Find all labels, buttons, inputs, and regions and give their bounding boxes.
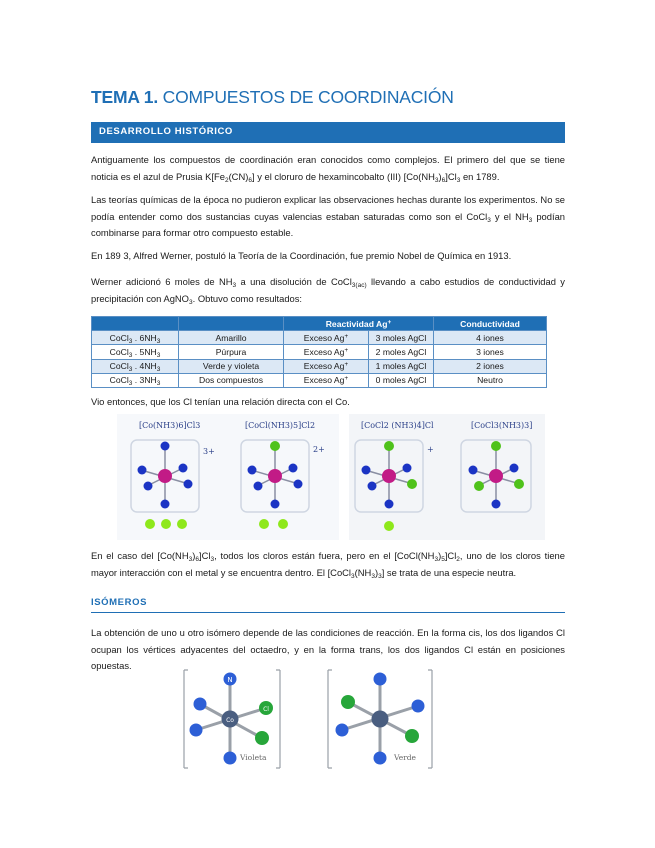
- cell-conductividad: 3 iones: [434, 345, 547, 359]
- section-heading-isomeros: ISÓMEROS: [91, 597, 148, 608]
- figure-label-3: [CoCl2 (NH3)4]Cl: [361, 421, 434, 430]
- cell-exceso: Exceso Ag+: [284, 373, 369, 387]
- figure-panel-right: [349, 414, 545, 540]
- chloride-ion: [278, 519, 288, 529]
- table-row: [92, 359, 547, 373]
- atom-label-co: Co: [226, 717, 234, 724]
- coordination-compounds-figure: [117, 414, 545, 542]
- cell-moles: 0 moles AgCl: [369, 373, 434, 387]
- chloride-ion: [259, 519, 269, 529]
- cell-conductividad: 4 iones: [434, 331, 547, 345]
- chloride-ion: [177, 519, 187, 529]
- paragraph-conclusion: Vio entonces, que los Cl tenían una relación directa con el Co.: [91, 396, 350, 407]
- table-header-row: [92, 317, 547, 331]
- figure-label-2: [CoCl(NH3)5]Cl2: [245, 421, 316, 430]
- section-header-bar: [91, 122, 565, 143]
- isomer-label-violeta: Violeta: [240, 753, 267, 762]
- table-row: [92, 331, 547, 345]
- cell-exceso: Exceso Ag+: [284, 345, 369, 359]
- table-row: [92, 373, 547, 387]
- cell-compuesto: CoCl$_3$ . $5NH_3$: [92, 345, 179, 359]
- paragraph-experiment: Werner adicionó 6 moles de $NH_3$ a una disolución de CoCl$_{3(ac)}$ llevando a cabo estudios de conductividad y precipitación con AgNO$_3$. Obtuvo como resultados:: [91, 276, 565, 306]
- isomers-figure: [180, 666, 440, 774]
- isomer-trans-verde: [328, 670, 432, 768]
- chloride-ion: [384, 521, 394, 531]
- table-row: [92, 345, 547, 359]
- table-header-reactividad: Reactividad Ag+: [284, 317, 434, 331]
- paragraph-theories: Las teorías químicas de la época no pudieron explicar las observaciones hechas durante los experimentos. No se podía entender como dos sustancias cuyas valencias estaban saturadas como son el CoCl$_3$ y el $NH_3$ podían combinarse para formar otro compuesto estable.: [91, 194, 566, 238]
- isomer-label-verde: Verde: [394, 753, 416, 762]
- chloride-ion: [161, 519, 171, 529]
- page-title: TEMA 1. COMPUESTOS DE COORDINACIÓN: [91, 87, 454, 107]
- cell-color: Púrpura: [179, 345, 284, 359]
- figure-charge-3: +: [427, 445, 434, 454]
- paragraph-isomers: La obtención de uno u otro isómero depende de las condiciones de reacción. En la forma cis, los dos ligandos Cl ocupan los vértices adyacentes del octaedro, y en la forma trans, los dos ligandos Cl están en posiciones opuestas.: [91, 627, 565, 671]
- cell-moles: 1 moles AgCl: [369, 359, 434, 373]
- table-header-empty: [92, 317, 179, 331]
- table-header-empty: [179, 317, 284, 331]
- paragraph-intro: Antiguamente los compuestos de coordinación eran conocidos como complejos. El primero del que se tiene noticia es el azul de Prusia $K[Fe_2(CN)_6]$ y el cloruro de hexamincobalto (III) $[Co(NH_3)_6]Cl_3$ en 1789.: [91, 154, 565, 184]
- cell-conductividad: 2 iones: [434, 359, 547, 373]
- cell-moles: 3 moles AgCl: [369, 331, 434, 345]
- cell-color: Verde y violeta: [179, 359, 284, 373]
- paragraph-werner: En 189 3, Alfred Werner, postuló la Teoría de la Coordinación, fue premio Nobel de Química en 1913.: [91, 250, 512, 261]
- results-table: [91, 316, 547, 388]
- cell-color: Amarillo: [179, 331, 284, 345]
- table-header-conductividad: Conductividad: [434, 317, 547, 331]
- cell-compuesto: CoCl$_3$ . $4NH_3$: [92, 359, 179, 373]
- cell-moles: 2 moles AgCl: [369, 345, 434, 359]
- figure-charge-1: 3+: [203, 447, 215, 456]
- cell-exceso: Exceso Ag+: [284, 359, 369, 373]
- atom-label-cl: Cl: [263, 706, 269, 713]
- paragraph-analysis: En el caso del $[Co(NH_3)_6]Cl_3$, todos los cloros están fuera, pero en el $[CoCl(NH_3)_5]Cl_2$, uno de los cloros tiene mayor interacción con el metal y se encuentra dentro. El $[CoCl_3(NH_3)_3]$ se trata de una especie neutra.: [91, 550, 565, 580]
- cell-compuesto: CoCl$_3$ . $3NH_3$: [92, 373, 179, 387]
- figure-label-4: [CoCl3(NH3)3]: [471, 421, 533, 430]
- cell-conductividad: Neutro: [434, 373, 547, 387]
- chloride-ion: [145, 519, 155, 529]
- section-divider: [91, 612, 565, 613]
- atom-label-n: N: [227, 676, 233, 684]
- cell-exceso: Exceso Ag+: [284, 331, 369, 345]
- figure-charge-2: 2+: [313, 445, 325, 454]
- section-title: DESARROLLO HISTÓRICO: [99, 126, 233, 137]
- cell-color: Dos compuestos: [179, 373, 284, 387]
- isomer-cis-violeta: [184, 670, 280, 768]
- cell-compuesto: CoCl$_3$ . $6NH_3$: [92, 331, 179, 345]
- figure-label-1: [Co(NH3)6]Cl3: [139, 421, 201, 430]
